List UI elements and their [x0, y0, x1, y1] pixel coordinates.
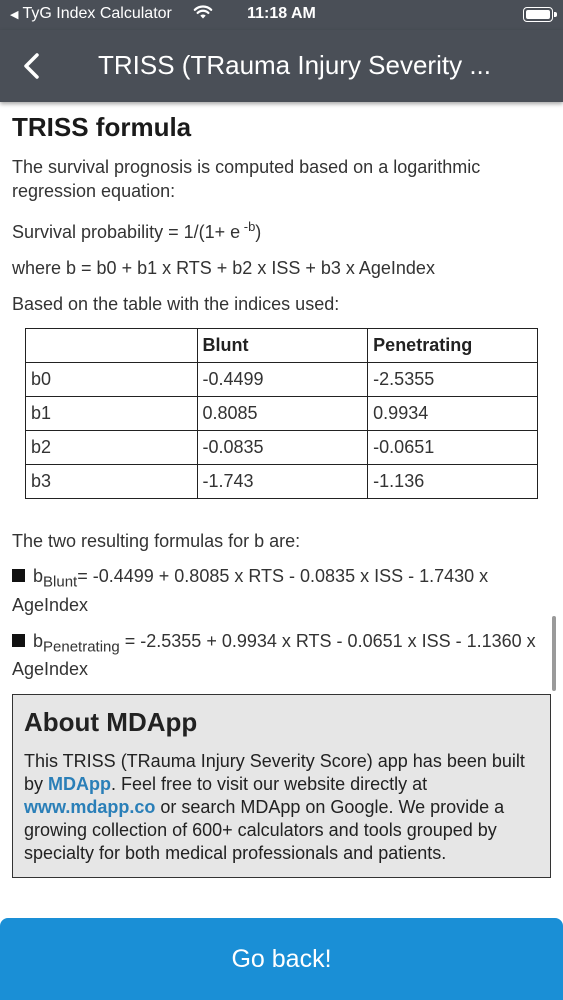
coefficients-table: [25, 328, 538, 499]
website-link[interactable]: www.mdapp.co: [24, 797, 156, 818]
bullet-square-icon: [12, 569, 25, 582]
section-title: TRISS formula: [12, 112, 192, 142]
table-header: Penetrating: [368, 329, 538, 363]
back-triangle-icon: ◀: [10, 8, 19, 21]
nav-bar: [0, 30, 563, 102]
about-text: [24, 750, 539, 865]
go-back-button[interactable]: Go back!: [0, 918, 563, 1000]
table-row: [26, 397, 538, 431]
survival-suffix: ): [255, 222, 262, 242]
survival-exponent: -b: [240, 219, 256, 234]
blunt-text: = -0.4499 + 0.8085 x RTS - 0.0835 x ISS - 1.7430 x AgeIndex: [12, 566, 489, 615]
survival-formula: [12, 215, 551, 244]
where-text: where b = b0 + b1 x RTS + b2 x ISS + b3 x AgeIndex: [12, 258, 435, 278]
about-text-2: . Feel free to visit our website directly at: [111, 774, 428, 795]
table-cell: -1.136: [368, 465, 538, 499]
battery-icon: [523, 7, 553, 22]
table-cell: b2: [26, 431, 198, 465]
table-cell: 0.8085: [197, 397, 368, 431]
table-cell: b3: [26, 465, 198, 499]
penetrating-formula: [12, 630, 551, 681]
survival-prefix: Survival probability = 1/(1+ e: [12, 222, 241, 242]
table-row: [26, 431, 538, 465]
blunt-subscript: Blunt: [43, 573, 78, 591]
table-cell: -0.0835: [197, 431, 368, 465]
table-intro: Based on the table with the indices used:: [12, 294, 340, 314]
intro-text: The survival prognosis is computed based on a logarithmic regression equation:: [12, 157, 481, 201]
back-app-label: TyG Index Calculator: [22, 5, 172, 22]
table-cell: -0.0651: [368, 431, 538, 465]
status-bar: [0, 0, 563, 30]
table-header: [26, 329, 198, 363]
formulas-intro: The two resulting formulas for b are:: [12, 531, 301, 551]
content-scroll[interactable]: [0, 102, 563, 914]
chevron-left-icon[interactable]: [18, 50, 46, 82]
blunt-formula: [12, 565, 551, 616]
penetrating-text: = -2.5355 + 0.9934 x RTS - 0.0651 x ISS - 1.1360 x AgeIndex: [12, 630, 536, 680]
table-cell: -0.4499: [197, 363, 368, 397]
table-row: [26, 363, 538, 397]
about-box: [12, 694, 551, 878]
table-cell: b0: [26, 363, 198, 397]
table-cell: b1: [26, 397, 198, 431]
table-header-row: [26, 329, 538, 363]
table-cell: 0.9934: [368, 397, 538, 431]
table-row: [26, 465, 538, 499]
table-cell: -2.5355: [368, 363, 538, 397]
about-title: About MDApp: [24, 707, 198, 738]
scrollbar[interactable]: [552, 616, 556, 691]
table-cell: -1.743: [197, 465, 368, 499]
clock: 11:18 AM: [247, 5, 316, 22]
blunt-b: b: [33, 566, 44, 586]
page-title: TRISS (TRauma Injury Severity ...: [98, 50, 491, 80]
penetrating-b: b: [33, 630, 44, 651]
bullet-square-icon: [12, 634, 25, 647]
about-text-3: or search MDApp on Google. We provide a growing collection of 600+ calculators and tools grouped by specialty for both medical professionals and patients.: [24, 797, 505, 864]
penetrating-subscript: Penetrating: [43, 638, 120, 656]
about-text-1: This TRISS (TRauma Injury Severity Score) app has been built by: [24, 751, 525, 795]
mdapp-link[interactable]: MDApp: [48, 774, 111, 795]
table-header: Blunt: [197, 329, 368, 363]
